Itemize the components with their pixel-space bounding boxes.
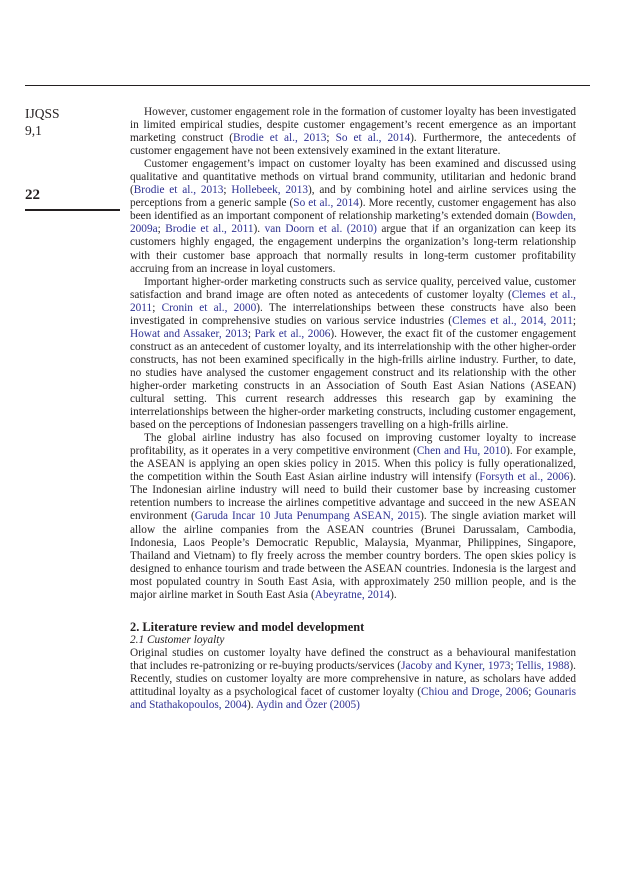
citation-link[interactable]: Brodie et al., 2013 — [233, 132, 327, 145]
text-run: ). For example, the ASEAN is applying an open skies policy in 2015. When this policy is fully operationalized, the competition within the South East Asian airline industry will intensify ( — [130, 445, 577, 484]
journal-id — [25, 105, 60, 139]
text-run: ). However, the exact fit of the customer engagement construct as an antecedent of customer loyalty, and its interrelationship with the other higher-order constructs, has not been examined specifically in the high-frills airline industry. Further, to date, no studies have analysed the customer engagement construct and its relationship with the other higher-order marketing constructs in an Association of South East Asian Nations (ASEAN) cultural setting. This current research addresses this research gap by examining the interrelationships between the higher-order marketing constructs, including customer engagement, based on the perceptions of Indonesian passengers travelling on a high-frills airline. — [130, 327, 577, 432]
body-text — [130, 106, 576, 712]
citation-link[interactable]: Tellis, 1988 — [516, 659, 570, 672]
text-run: ). — [247, 699, 256, 712]
paragraph — [130, 276, 576, 433]
text-run: ). — [253, 223, 265, 236]
text-run: Customer engagement’s impact on customer loyalty has been examined and discussed using qualitative and quantitative methods on virtual brand community, utilitarian and hedonic brand ( — [130, 158, 576, 197]
citation-link[interactable]: So et al., 2014 — [293, 197, 359, 210]
citation-link[interactable]: Brodie et al., 2013 — [133, 184, 224, 197]
text-run: ). The interrelationships between these constructs have also been investigated in comprehensive studies on various service industries ( — [130, 301, 576, 327]
citation-link[interactable]: Garuda Incar 10 Juta Penumpang ASEAN, 2015 — [194, 510, 421, 523]
section-heading: 2. Literature review and model development — [130, 619, 365, 634]
paragraph — [130, 647, 576, 712]
header-rule — [25, 85, 590, 86]
citation-link[interactable]: Clemes et al., 2014, 2011 — [452, 314, 573, 327]
citation-link[interactable]: Howat and Assaker, 2013 — [130, 327, 248, 340]
citation-link[interactable]: Chen and Hu, 2010 — [416, 445, 507, 458]
citation-link[interactable]: Park et al., 2006 — [254, 327, 331, 340]
text-run: Important higher-order marketing constructs such as service quality, perceived value, customer satisfaction and brand image are often noted as antecedents of customer loyalty ( — [130, 275, 576, 301]
text-run: ). The Indonesian airline industry will need to build their customer base by increasing customer retention numbers to increase the airlines competitive advantage and succeed in the new ASEAN environment ( — [130, 471, 577, 523]
text-run: The global airline industry has also focused on improving customer loyalty to increase profitability, as it operates in a very competitive environment ( — [130, 432, 576, 458]
text-run: ; — [157, 223, 166, 236]
citation-link[interactable]: Gounaris and Stathakopoulos, 2004 — [130, 685, 576, 712]
journal-volume: 9,1 — [25, 123, 42, 138]
text-run: ; — [528, 685, 535, 698]
page-number-rule — [25, 209, 120, 211]
text-run: Original studies on customer loyalty have defined the construct as a behavioural manifestation that includes re-patronizing or re-buying products/services ( — [130, 646, 576, 672]
journal-title: IJQSS — [25, 106, 60, 121]
citation-link[interactable]: Clemes et al., 2011 — [130, 288, 576, 314]
text-run: ). — [390, 588, 397, 601]
text-run: ; — [572, 314, 576, 327]
text-run: ). More recently, customer engagement has also been identified as an important component of relationship marketing’s extended domain ( — [130, 197, 577, 223]
text-run: ). Furthermore, the antecedents of customer engagement have not been extensively examined in the extant literature. — [130, 132, 577, 158]
citation-link[interactable]: Aydin and Özer (2005) — [255, 699, 360, 712]
citation-link[interactable]: Jacoby and Kyner, 1973 — [401, 659, 511, 672]
subsection-heading: 2.1 Customer loyalty — [130, 633, 225, 646]
paragraph — [130, 432, 576, 602]
page-number: 22 — [25, 187, 40, 203]
text-run: ; — [223, 184, 232, 197]
text-run: However, customer engagement role in the formation of customer loyalty has been investigated in limited empirical studies, despite customer engagement’s recent emergence as an important marketing construct ( — [130, 106, 576, 145]
citation-link[interactable]: Abeyratne, 2014 — [314, 588, 391, 601]
text-run: ). Recently, studies on customer loyalty are more comprehensive in nature, as scholars have added attitudinal loyalty as a psychological facet of customer loyalty ( — [130, 659, 576, 698]
text-run: ; — [152, 301, 162, 314]
citation-link[interactable]: Bowden, 2009a — [130, 210, 576, 236]
citation-link[interactable]: Hollebeek, 2013 — [231, 184, 308, 197]
citation-link[interactable]: Chiou and Droge, 2006 — [421, 685, 529, 698]
text-run: ), and by combining hotel and airline services using the perceptions from a generic sample ( — [130, 184, 577, 210]
paragraph — [130, 158, 576, 275]
citation-link[interactable]: van Doorn et al. (2010) — [264, 223, 377, 236]
citation-link[interactable]: Brodie et al., 2011 — [165, 223, 254, 236]
citation-link[interactable]: So et al., 2014 — [335, 132, 411, 145]
text-run: ; — [247, 327, 255, 340]
citation-link[interactable]: Forsyth et al., 2006 — [479, 471, 570, 484]
paragraph — [130, 106, 576, 158]
text-run: ). The single aviation market will allow the airline companies from the ASEAN countries (Brunei Darussalam, Cambodia, Indonesia, Laos People’s Democratic Republic, Malaysia, Myanmar, Philippines, Singapore, Thailand and Vietnam) to fly freely across the member country borders. The open skies policy is designed to enhance tourism and trade between the ASEAN countries. Indonesia is the largest and most populated country in South East Asia, with approximately 250 million people, and is the major airline market in South East Asia ( — [130, 510, 576, 601]
text-run: ; — [510, 659, 517, 672]
text-run: argue that if an organization can keep its customers highly engaged, the engagement underpins the organization’s long-term relationship with their customer base approach that normally results in long-term customer profitability accruing from an increase in loyal customers. — [130, 223, 576, 275]
text-run: ; — [326, 132, 336, 145]
citation-link[interactable]: Cronin et al., 2000 — [161, 301, 257, 314]
